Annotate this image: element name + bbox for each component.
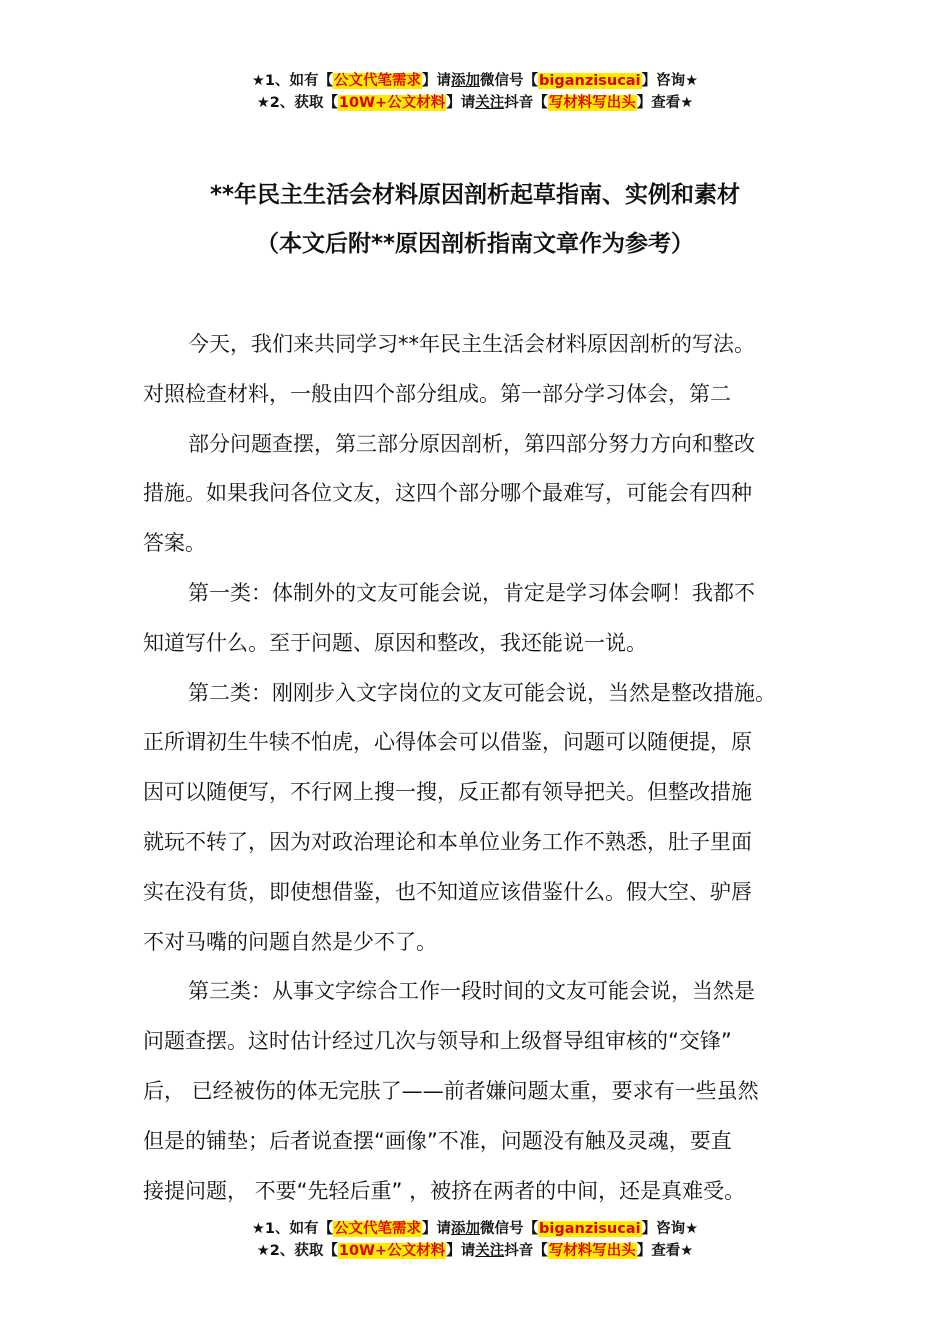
- promo-highlight-materials: 10W+公文材料: [338, 95, 446, 111]
- promo-highlight-douyin-account: 写材料写出头: [548, 95, 636, 111]
- promo-underlined-text: 关注: [475, 1243, 505, 1259]
- promo-text: 抖音【: [504, 95, 548, 111]
- paragraph-intro: [143, 320, 818, 420]
- text-line: 部分问题查摆，第三部分原因剖析，第四部分努力方向和整改: [188, 431, 755, 456]
- text-line: 不对马嘴的问题自然是少不了。: [143, 929, 437, 954]
- document-subtitle: （本文后附**原因剖析指南文章作为参考）: [255, 231, 695, 257]
- promo-line-2: [0, 92, 950, 114]
- text-line: 今天，我们来共同学习**年民主生活会材料原因剖析的写法。: [188, 332, 755, 356]
- promo-highlight-wechat-id: biganzisucai: [539, 73, 641, 89]
- text-line: 接提问题， 不要“先轻后重” ，被挤在两者的中间，还是真难受。: [143, 1178, 746, 1203]
- text-line: 实在没有货，即使想借鉴，也不知道应该借鉴什么。假大空、驴唇: [143, 879, 752, 904]
- promo-highlight-service: 公文代笔需求: [334, 73, 422, 89]
- promo-text: 微信号【: [480, 1221, 539, 1237]
- document-body: [143, 320, 818, 1216]
- text-line: 对照检查材料，一般由四个部分组成。第一部分学习体会，第二: [143, 381, 731, 406]
- text-line: 就玩不转了，因为对政治理论和本单位业务工作不熟悉，肚子里面: [143, 829, 752, 854]
- promo-text: 】咨询★: [641, 1221, 699, 1237]
- text-line: 答案。: [143, 531, 206, 556]
- promo-text: 】请: [446, 1243, 476, 1259]
- promo-text: 】请: [446, 95, 476, 111]
- promo-text: ★2、获取【: [256, 1243, 338, 1259]
- promo-text: 】请: [422, 73, 452, 89]
- text-line: 措施。如果我问各位文友，这四个部分哪个最难写，可能会有四种: [143, 481, 752, 506]
- promo-highlight-materials: 10W+公文材料: [338, 1243, 446, 1259]
- paragraph-type-1: [143, 569, 818, 669]
- text-line: 但是的铺垫；后者说查摆“画像”不准，问题没有触及灵魂，要直: [143, 1128, 732, 1153]
- promo-banner-bottom: [0, 1218, 950, 1262]
- paragraph-type-2: [143, 669, 818, 968]
- promo-text: ★2、获取【: [256, 95, 338, 111]
- paragraph-parts: [143, 420, 818, 569]
- promo-highlight-wechat-id: biganzisucai: [539, 1221, 641, 1237]
- text-line: 第二类：刚刚步入文字岗位的文友可能会说，当然是整改措施。: [188, 680, 776, 705]
- promo-line-1: [0, 1218, 950, 1240]
- document-title: **年民主生活会材料原因剖析起草指南、实例和素材: [209, 182, 741, 208]
- promo-text: 微信号【: [480, 73, 539, 89]
- paragraph-type-3: [143, 967, 818, 1216]
- promo-highlight-douyin-account: 写材料写出头: [548, 1243, 636, 1259]
- text-line: 正所谓初生牛犊不怕虎，心得体会可以借鉴，问题可以随便提，原: [143, 730, 752, 755]
- promo-text: 】查看★: [636, 1243, 694, 1259]
- promo-text: ★1、如有【: [251, 1221, 334, 1237]
- promo-text: 抖音【: [504, 1243, 548, 1259]
- text-line: 因可以随便写，不行网上搜一搜，反正都有领导把关。但整改措施: [143, 780, 752, 805]
- promo-banner-top: [0, 70, 950, 114]
- text-line: 知道写什么。至于问题、原因和整改，我还能说一说。: [143, 630, 647, 655]
- text-line: 后， 已经被伤的体无完肤了——前者嫌问题太重，要求有一些虽然: [143, 1078, 759, 1103]
- promo-underlined-text: 添加: [451, 1221, 481, 1237]
- text-line: 第三类：从事文字综合工作一段时间的文友可能会说，当然是: [188, 979, 755, 1004]
- text-line: 第一类：体制外的文友可能会说，肯定是学习体会啊！我都不: [188, 580, 755, 605]
- promo-underlined-text: 添加: [451, 73, 481, 89]
- promo-highlight-service: 公文代笔需求: [334, 1221, 422, 1237]
- promo-line-1: [0, 70, 950, 92]
- text-line: 问题查摆。这时估计经过几次与领导和上级督导组审核的“交锋”: [143, 1029, 732, 1054]
- promo-text: ★1、如有【: [251, 73, 334, 89]
- promo-underlined-text: 关注: [475, 95, 505, 111]
- promo-line-2: [0, 1240, 950, 1262]
- promo-text: 】查看★: [636, 95, 694, 111]
- promo-text: 】请: [422, 1221, 452, 1237]
- promo-text: 】咨询★: [641, 73, 699, 89]
